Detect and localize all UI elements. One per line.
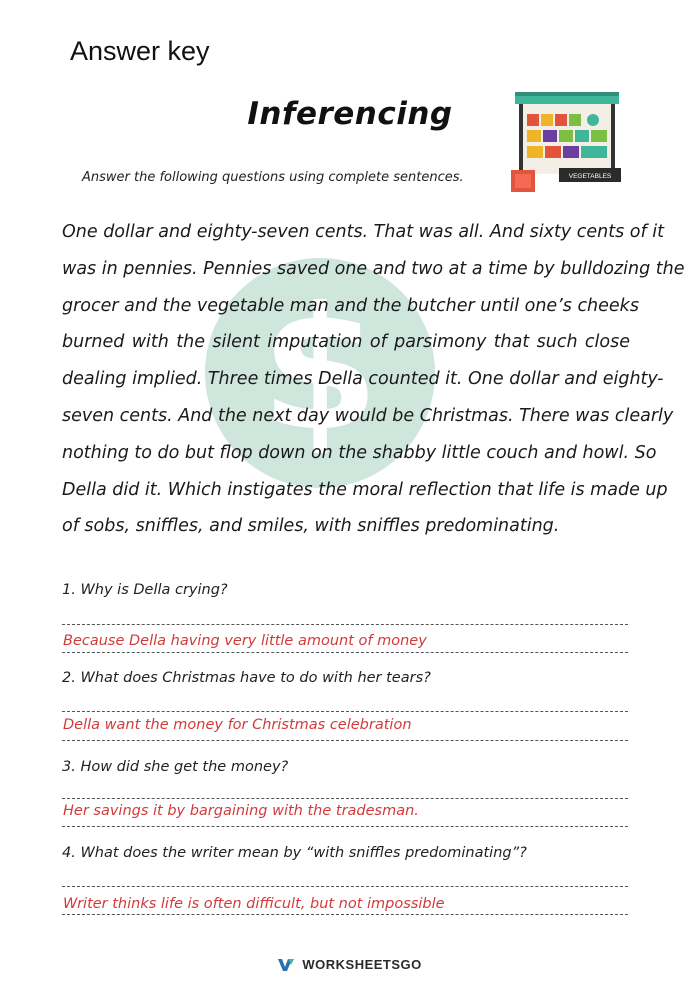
passage-line: grocer and the vegetable man and the butcher until one’s cheeks bbox=[62, 295, 639, 316]
answer-line bbox=[62, 826, 628, 827]
answer-line bbox=[62, 624, 628, 625]
question-1: 1. Why is Della crying? bbox=[62, 582, 228, 598]
answer-line bbox=[62, 740, 628, 741]
answer-2: Della want the money for Christmas celebration bbox=[63, 717, 412, 733]
answer-4: Writer thinks life is often difficult, but not impossible bbox=[63, 896, 445, 912]
brand-name: WORKSHEETSGO bbox=[302, 957, 422, 973]
page-title: Inferencing bbox=[247, 96, 453, 132]
dollar-symbol: $ bbox=[260, 271, 380, 469]
answer-line bbox=[62, 652, 628, 653]
passage-line: was in pennies. Pennies saved one and two at a time by bulldozing the bbox=[62, 258, 685, 279]
question-4: 4. What does the writer mean by “with sniffles predominating”? bbox=[62, 845, 527, 861]
answer-3: Her savings it by bargaining with the tradesman. bbox=[63, 803, 419, 819]
answer-line bbox=[62, 711, 628, 712]
worksheetsgo-logo-icon bbox=[278, 959, 294, 971]
passage-line: nothing to do but flop down on the shabby little couch and howl. So bbox=[62, 442, 657, 463]
passage-line: dealing implied. Three times Della counted it. One dollar and eighty- bbox=[62, 369, 664, 390]
passage-line: Della did it. Which instigates the moral reflection that life is made up bbox=[62, 479, 668, 500]
reading-passage bbox=[62, 214, 685, 545]
passage-line: of sobs, sniffles, and smiles, with sniffles predominating. bbox=[62, 516, 560, 537]
stall-sign-text: VEGETABLES bbox=[568, 173, 612, 180]
vegetable-stall-icon bbox=[505, 90, 627, 196]
footer-brand bbox=[0, 956, 700, 972]
passage-line: One dollar and eighty-seven cents. That was all. And sixty cents of it bbox=[62, 222, 664, 242]
answer-key-label: Answer key bbox=[70, 36, 210, 66]
passage-line: seven cents. And the next day would be Christmas. There was clearly bbox=[62, 405, 674, 426]
answer-line bbox=[62, 886, 628, 887]
answer-line bbox=[62, 798, 628, 799]
question-2: 2. What does Christmas have to do with her tears? bbox=[62, 670, 431, 686]
instructions: Answer the following questions using complete sentences. bbox=[82, 170, 464, 185]
answer-line bbox=[62, 914, 628, 915]
passage-line: burned with the silent imputation of parsimony that such close bbox=[62, 332, 630, 353]
question-3: 3. How did she get the money? bbox=[62, 759, 289, 775]
answer-1: Because Della having very little amount of money bbox=[63, 633, 427, 649]
